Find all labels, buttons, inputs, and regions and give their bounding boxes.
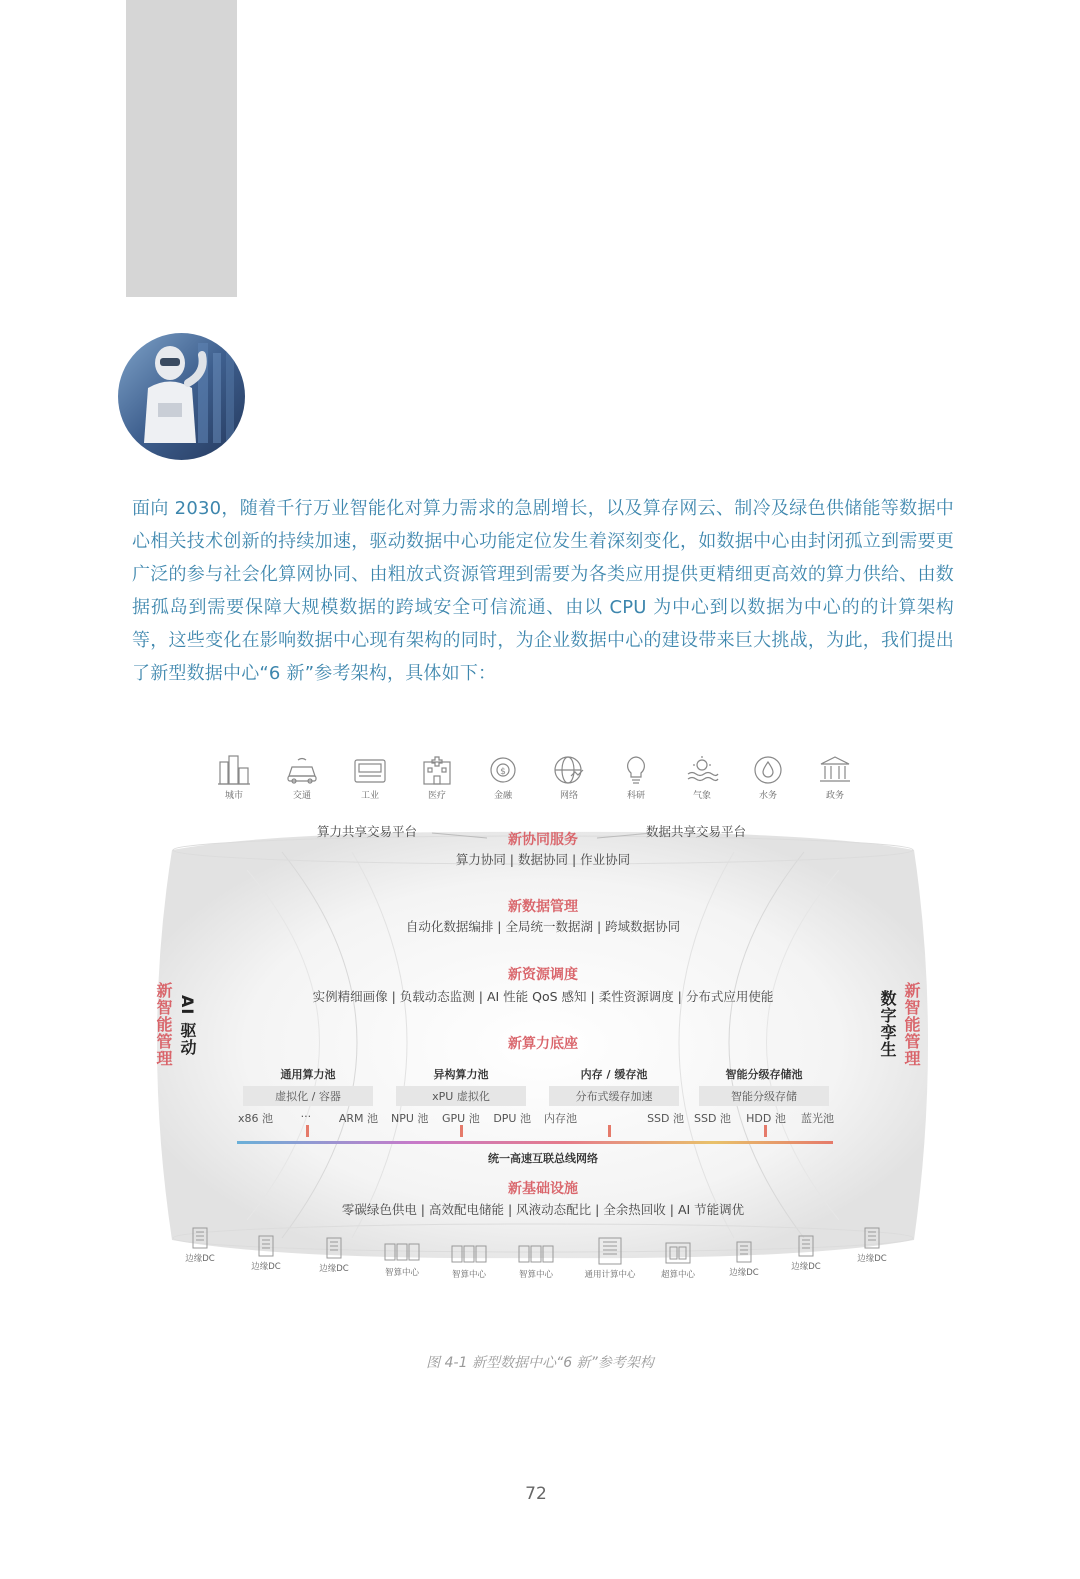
sector-label: 政务 xyxy=(825,791,844,801)
pool-item: DPU 池 xyxy=(493,1112,531,1125)
datacenter xyxy=(778,1234,834,1272)
pool-item: x86 池 xyxy=(238,1112,274,1125)
dc-label: 边缘DC xyxy=(729,1268,759,1278)
memory-cache-pool xyxy=(544,1066,684,1126)
water-icon xyxy=(750,754,786,786)
intro-paragraph: 面向 2030，随着千行万业智能化对算力需求的急剧增长，以及算存网云、制冷及绿色供储能等数据中心相关技术创新的持续加速，驱动数据中心功能定位发生着深刻变化，如数据中心由封闭孤立到需要更广泛的参与社会化算网协同、由粗放式资源管理到需要为各类应用提供更精细更高效的算力供给、由数据孤岛到需要保障大规模数据的跨域安全可信流通、由以 CPU 为中心到以数据为中心的的计算架构等，这些变化在影响数据中心现有架构的同时，为企业数据中心的建设带来巨大挑战，为此，我们提出了新型数据中心“6 新”参考架构，具体如下： xyxy=(132,498,954,684)
dc-label: 边缘DC xyxy=(251,1262,281,1272)
decorative-gray-block xyxy=(126,0,237,297)
edge-dc-icon xyxy=(255,1234,277,1258)
lightbulb-icon xyxy=(618,754,654,786)
sector-medical xyxy=(407,754,467,801)
pool-item: HDD 池 xyxy=(746,1112,786,1125)
sector-label: 城市 xyxy=(224,791,243,801)
sector-label: 医疗 xyxy=(427,791,446,801)
finance-icon xyxy=(485,754,521,786)
pool-sub: 智能分级存储 xyxy=(699,1086,829,1106)
datacenter xyxy=(650,1240,706,1280)
sector-label: 工业 xyxy=(360,791,379,801)
pool-title: 异构算力池 xyxy=(433,1068,489,1081)
data-trading-platform: 数据共享交易平台 xyxy=(646,824,747,839)
sector-water xyxy=(738,754,798,801)
edge-dc-icon xyxy=(189,1226,211,1250)
hpc-dc-icon xyxy=(663,1240,693,1266)
sector-industry xyxy=(340,754,400,801)
dc-label: 智算中心 xyxy=(451,1270,486,1280)
dc-label: 边缘DC xyxy=(185,1254,215,1264)
sector-finance xyxy=(473,754,533,801)
layer-items-collab: 算力协同 | 数据协同 | 作业协同 xyxy=(455,852,631,867)
government-icon xyxy=(817,754,853,786)
pool-sub: xPU 虚拟化 xyxy=(396,1086,526,1106)
pool-item: SSD 池 xyxy=(647,1112,684,1125)
sector-label: 金融 xyxy=(493,791,512,801)
figure-caption: 图 4-1 新型数据中心“6 新”参考架构 xyxy=(426,1355,654,1371)
sector-label: 气象 xyxy=(692,791,711,801)
page-number: 72 xyxy=(525,1484,547,1504)
sector-city xyxy=(204,754,264,801)
right-smart-management-label: 新智能管理 xyxy=(902,982,921,1067)
datacenter xyxy=(306,1236,362,1274)
bus-line xyxy=(237,1141,833,1144)
globe-icon xyxy=(551,754,587,786)
dc-label: 通用计算中心 xyxy=(584,1270,636,1280)
datacenter xyxy=(580,1236,640,1280)
pool-item: ··· xyxy=(300,1110,312,1123)
edge-dc-icon xyxy=(323,1236,345,1260)
right-digital-twin-label: 数字孪生 xyxy=(878,990,897,1058)
car-icon xyxy=(284,754,320,786)
sector-weather xyxy=(672,754,732,801)
datacenter xyxy=(238,1234,294,1272)
pool-title: 内存 / 缓存池 xyxy=(580,1068,648,1081)
sector-label: 网络 xyxy=(559,791,578,801)
left-ai-driven-label: AI 驱动 xyxy=(178,995,197,1056)
layer-items-data: 自动化数据编排 | 全局统一数据湖 | 跨域数据协同 xyxy=(405,919,681,934)
factory-icon xyxy=(352,754,388,786)
architecture-diagram xyxy=(132,740,954,1300)
ai-dc-icon xyxy=(383,1240,421,1264)
edge-dc-icon xyxy=(861,1226,883,1250)
datacenter xyxy=(844,1226,900,1264)
pool-item: 内存池 xyxy=(544,1112,577,1125)
pool-title: 智能分级存储池 xyxy=(725,1068,803,1081)
pool-item: 蓝光池 xyxy=(801,1112,834,1125)
pool-item: GPU 池 xyxy=(442,1112,480,1125)
sector-network xyxy=(539,754,599,801)
sector-label: 交通 xyxy=(292,791,311,801)
layer-title-collab: 新协同服务 xyxy=(508,832,578,848)
pool-title: 通用算力池 xyxy=(280,1068,336,1081)
sector-label: 科研 xyxy=(626,791,645,801)
tiered-storage-pool xyxy=(694,1066,834,1126)
dc-label: 边缘DC xyxy=(791,1262,821,1272)
edge-dc-icon xyxy=(733,1240,755,1264)
hospital-icon xyxy=(419,754,455,786)
dc-label: 超算中心 xyxy=(660,1270,695,1280)
sector-research xyxy=(606,754,666,801)
layer-items-infra: 零碳绿色供电 | 高效配电储能 | 风液动态配比 | 全余热回收 | AI 节能调优 xyxy=(341,1202,745,1217)
edge-dc-icon xyxy=(795,1234,817,1258)
layer-title-data: 新数据管理 xyxy=(508,899,578,915)
left-smart-management-label: 新智能管理 xyxy=(154,982,173,1067)
dc-label: 边缘DC xyxy=(319,1264,349,1274)
pool-sub: 分布式缓存加速 xyxy=(549,1086,679,1106)
datacenter xyxy=(374,1240,430,1278)
datacenter xyxy=(716,1240,772,1278)
city-icon xyxy=(216,754,252,786)
general-compute-pool xyxy=(238,1066,378,1126)
datacenter xyxy=(172,1226,228,1264)
ai-dc-icon xyxy=(450,1242,488,1266)
svg-text:$: $ xyxy=(500,767,506,777)
bus-network-label: 统一高速互联总线网络 xyxy=(488,1152,598,1165)
pool-item: SSD 池 xyxy=(694,1112,731,1125)
heterogeneous-compute-pool xyxy=(391,1066,531,1126)
pool-item: ARM 池 xyxy=(338,1112,378,1125)
dc-label: 智算中心 xyxy=(518,1270,553,1280)
pool-sub: 虚拟化 / 容器 xyxy=(243,1086,373,1106)
ai-dc-icon xyxy=(517,1242,555,1266)
sector-label: 水务 xyxy=(758,791,777,801)
layer-items-resource: 实例精细画像 | 负载动态监测 | AI 性能 QoS 感知 | 柔性资源调度 | 分布式应用使能 xyxy=(312,989,774,1004)
dc-label: 边缘DC xyxy=(857,1254,887,1264)
dc-label: 智算中心 xyxy=(384,1268,419,1278)
compute-trading-platform: 算力共享交易平台 xyxy=(317,824,418,839)
layer-title-compute: 新算力底座 xyxy=(508,1036,578,1052)
layer-title-infra: 新基础设施 xyxy=(508,1181,578,1197)
datacenter xyxy=(508,1242,564,1280)
pool-item: NPU 池 xyxy=(391,1112,429,1125)
layer-title-resource: 新资源调度 xyxy=(508,967,578,983)
robot-photo xyxy=(118,333,245,460)
datacenter xyxy=(441,1242,497,1280)
weather-icon xyxy=(684,754,720,786)
sector-transport xyxy=(272,754,332,801)
sector-government xyxy=(805,754,865,801)
general-dc-icon xyxy=(595,1236,625,1266)
